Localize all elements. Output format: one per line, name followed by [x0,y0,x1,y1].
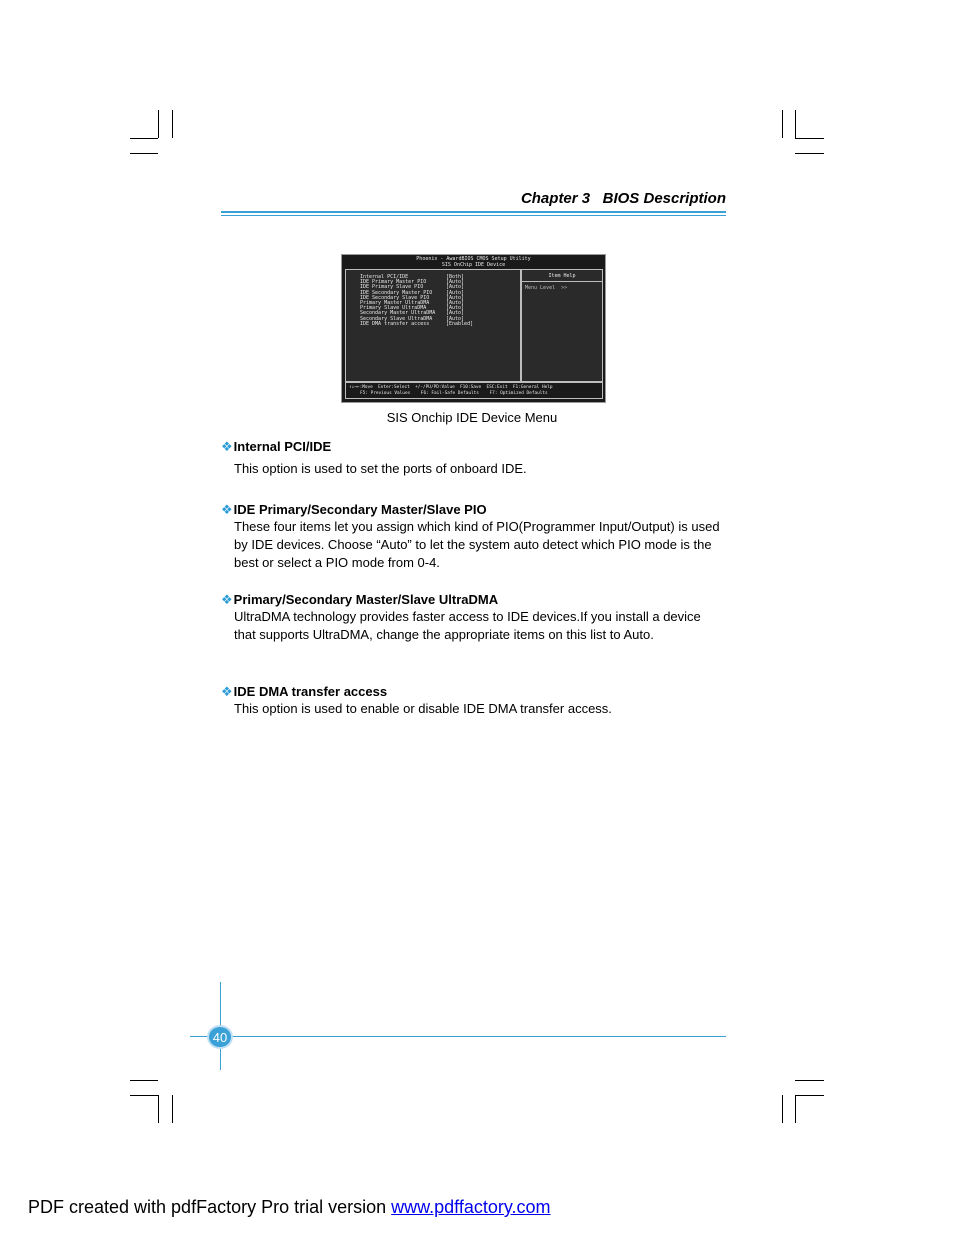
bios-footer-line1: ↑↓→←:Move Enter:Select +/-/PU/PD:Value F10:Save ESC:Exit F1:General Help [349,385,553,390]
crop-mark [795,138,824,139]
chapter-title: BIOS Description [602,190,726,207]
bios-subtitle: SIS OnChip IDE Device [441,262,506,268]
bios-setting-value[interactable]: [Auto] [446,300,465,306]
bios-help-title: Item Help [548,273,576,279]
bullet-icon: ❖ [221,502,233,517]
bios-help-panel [521,269,603,382]
pdffactory-link[interactable]: www.pdffactory.com [391,1197,551,1217]
section-body: This option is used to set the ports of onboard IDE. [234,461,527,476]
bios-help-divider [522,281,602,282]
bios-title: Phoenix - AwardBIOS CMOS Setup Utility [416,256,531,262]
bios-setting-label[interactable]: Internal PCI/IDE [360,274,409,280]
crop-mark [158,1095,159,1123]
bios-setting-value[interactable]: [Enabled] [446,320,474,327]
crop-mark [172,1095,173,1123]
pdf-footer-text: PDF created with pdfFactory Pro trial version [28,1197,392,1217]
chapter-header [300,190,726,207]
bios-setting-value[interactable]: [Auto] [446,294,465,301]
bios-screenshot [341,254,606,403]
bios-setting-value[interactable]: [Auto] [446,315,465,322]
footer-rule [190,1036,726,1037]
bios-setting-value[interactable]: [Auto] [446,284,465,291]
bios-setting-value[interactable]: [Both] [446,274,465,280]
section-title-text: IDE Primary/Secondary Master/Slave PIO [233,502,487,517]
figure-caption: SIS Onchip IDE Device Menu [386,410,558,425]
crop-mark [130,153,158,154]
bios-setting-value[interactable]: [Auto] [446,289,465,296]
bios-setting-label[interactable]: IDE Primary Slave PIO [360,284,424,291]
crop-mark [795,153,824,154]
section-title-text: IDE DMA transfer access [233,684,388,699]
bios-setting-label[interactable]: IDE Secondary Slave PIO [360,294,430,301]
section-title-text: Primary/Secondary Master/Slave UltraDMA [233,592,499,607]
bios-setting-value[interactable]: [Auto] [446,279,465,286]
section-title [221,684,387,700]
bios-setting-label[interactable]: IDE DMA transfer access [360,320,430,327]
section-title [221,439,331,455]
bios-footer-line2: F5: Previous Values F6: Fail-Safe Defaults F7: Optimized Defaults [360,391,548,396]
bullet-icon: ❖ [221,439,233,454]
chapter-number: Chapter 3 [520,190,591,207]
crop-mark [130,1095,158,1096]
header-rule-thin [221,215,726,216]
crop-mark [158,110,159,138]
section-title [221,592,498,608]
bios-setting-value[interactable]: [Auto] [446,310,465,317]
pdf-footer [28,1197,551,1218]
page-number: 40 [207,1025,233,1049]
bios-settings-panel [345,269,521,382]
crop-mark [172,110,173,138]
bios-setting-label[interactable]: IDE Primary Master PIO [360,279,427,286]
header-rule [221,211,726,213]
crop-mark [795,1095,824,1096]
crop-mark [130,138,158,139]
section-body: This option is used to enable or disable IDE DMA transfer access. [234,701,612,716]
section-body: These four items let you assign which kind of PIO(Programmer Input/Output) is used by IDE devices. Choose “Auto” to let the system auto detect which PIO mode is the best or select a PIO mode from 0-4. [234,519,720,570]
section-body: UltraDMA technology provides faster access to IDE devices.If you install a device that supports UltraDMA, change the appropriate items on this list to Auto. [234,609,701,642]
crop-mark [795,1095,796,1123]
bios-setting-label[interactable]: Primary Slave UltraDMA [360,305,427,312]
crop-mark [782,1095,783,1123]
crop-mark [130,1080,158,1081]
bullet-icon: ❖ [221,684,233,699]
bios-setting-label[interactable]: Primary Master UltraDMA [360,300,430,306]
crop-mark [795,110,796,138]
bios-setting-value[interactable]: [Auto] [446,305,465,312]
section-title [221,502,487,518]
bios-setting-label[interactable]: IDE Secondary Master PIO [360,289,433,296]
crop-mark [782,110,783,138]
bios-setting-label[interactable]: Secondary Slave UltraDMA [360,315,433,322]
bullet-icon: ❖ [221,592,233,607]
crop-mark [795,1080,824,1081]
section-title-text: Internal PCI/IDE [233,439,332,454]
bios-setting-label[interactable]: Secondary Master UltraDMA [360,310,436,317]
bios-footer [345,382,603,399]
bios-help-text: Menu Level >> [525,285,568,291]
